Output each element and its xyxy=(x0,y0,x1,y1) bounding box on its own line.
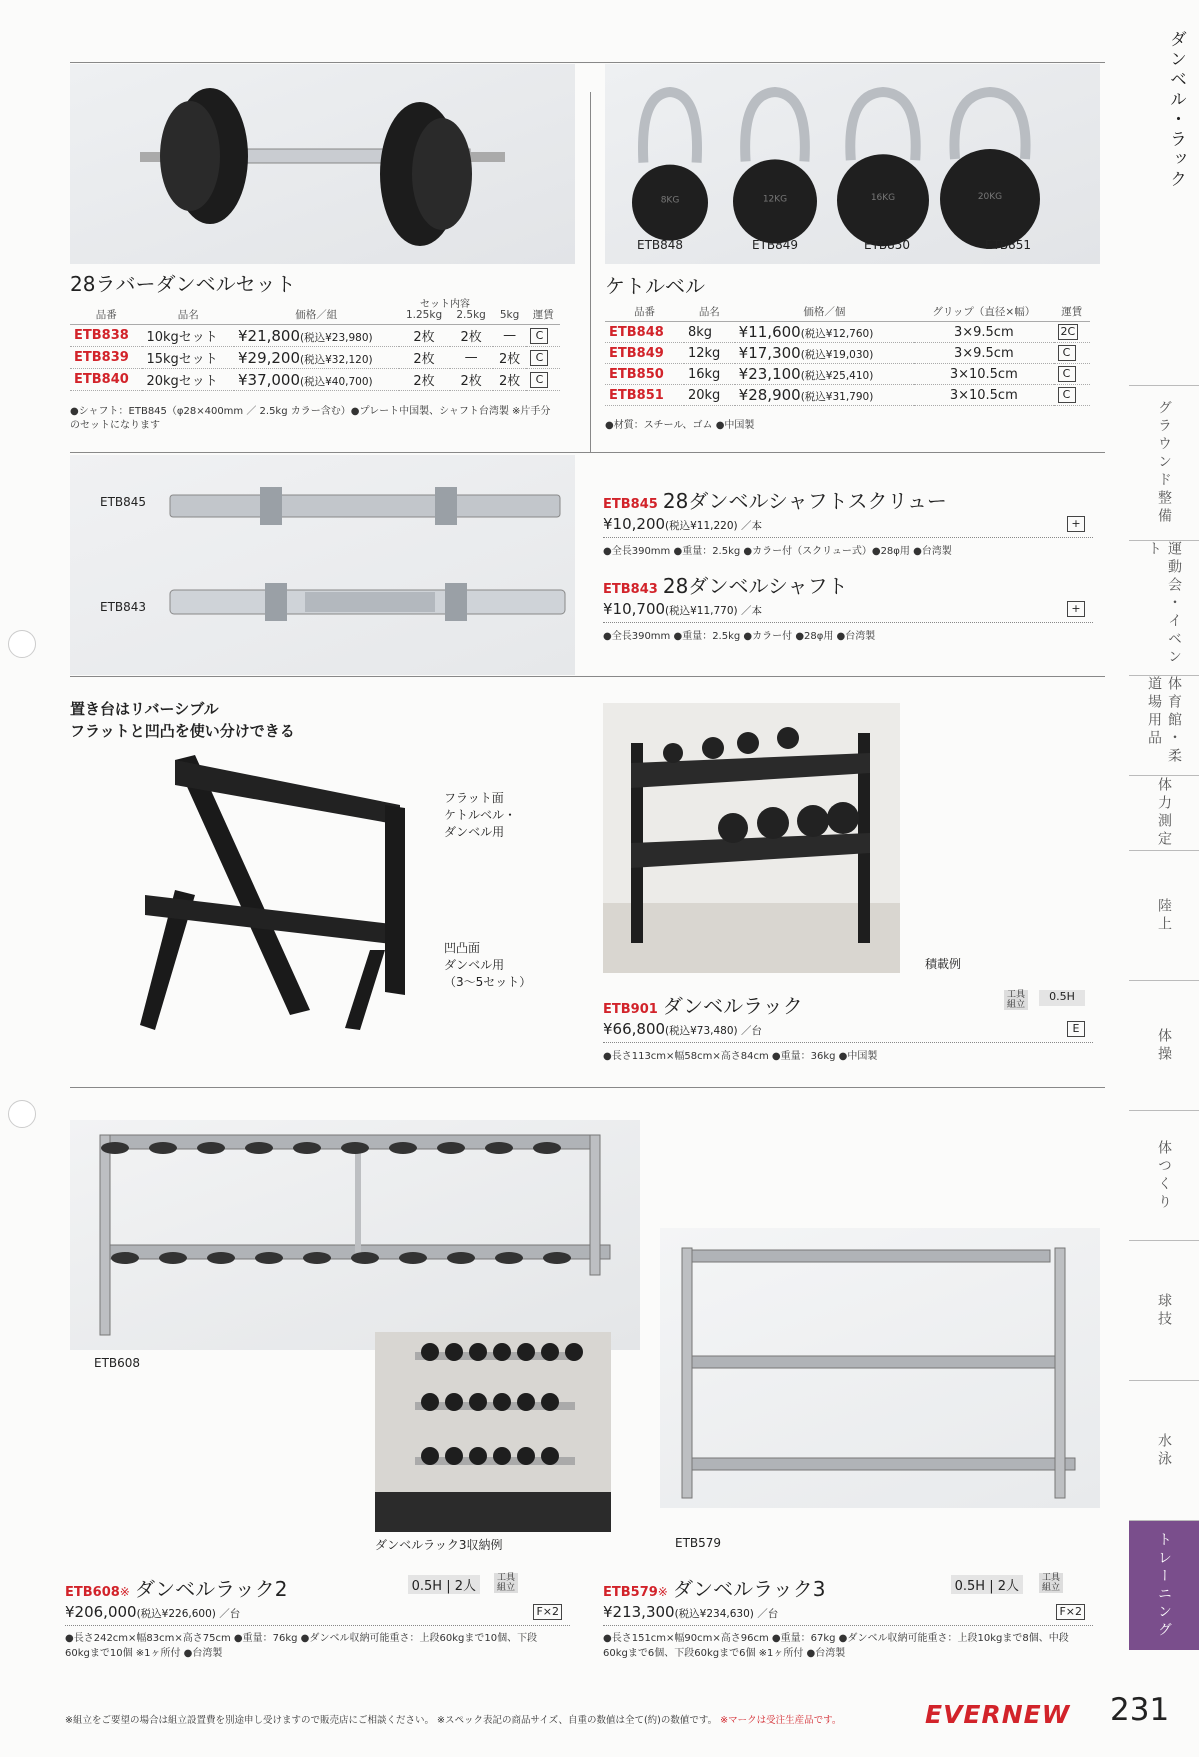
rack3-photo xyxy=(660,1228,1100,1508)
shaft-photo xyxy=(70,455,575,675)
shipping-badge: F×2 xyxy=(533,1604,562,1620)
price-cell xyxy=(234,369,399,391)
sidebar-item[interactable] xyxy=(1129,1380,1199,1520)
grip-size: 3×9.5cm xyxy=(914,322,1053,343)
sidebar-item-label: 陸上 xyxy=(1156,897,1172,934)
made-to-order-mark: ※ xyxy=(119,1585,130,1599)
price-cell xyxy=(735,343,914,364)
product-code: ETB840 xyxy=(70,369,142,391)
shipping-badge: + xyxy=(1067,516,1085,532)
shaft-label: ETB845 xyxy=(100,495,147,509)
sidebar-item[interactable] xyxy=(1129,1110,1199,1240)
spec-note: ●長さ242cm×幅83cm×高さ75cm ●重量：76kg ●ダンベル収納可能重さ：上段60kgまで10個、下段 xyxy=(65,1625,570,1644)
sidebar-item[interactable] xyxy=(1129,1240,1199,1380)
spec-note: ●全長390mm ●重量：2.5kg ●カラー付（スクリュー式）●28φ用 ●台湾製 xyxy=(603,537,1093,557)
dumbbell-set-note: のセットになります xyxy=(70,420,160,431)
product-etb843 xyxy=(603,570,1093,642)
dumbbell-set-spec-table xyxy=(70,295,560,391)
rack2-photo xyxy=(70,1120,640,1350)
storage-caption: ダンベルラック3収納例 xyxy=(375,1538,503,1552)
callout-line: ケトルベル・ xyxy=(444,808,517,822)
set-count: — xyxy=(493,325,527,347)
price-tax: (税込¥25,410) xyxy=(800,370,874,382)
headline-line: フラットと凹凸を使い分けできる xyxy=(70,722,295,740)
price: ¥10,700 xyxy=(603,600,666,618)
rack2-label: ETB608 xyxy=(94,1356,141,1370)
shipping-badge: C xyxy=(530,350,548,366)
table-header: 価格／組 xyxy=(234,305,399,325)
product-title: 28ダンベルシャフトスクリュー xyxy=(662,489,947,513)
assembly-time: 0.5H xyxy=(954,1579,986,1594)
product-code: ETB845 xyxy=(603,497,658,512)
price: ¥213,300 xyxy=(603,1603,675,1621)
sidebar-item[interactable] xyxy=(1129,850,1199,980)
shipping-cell xyxy=(526,325,560,347)
assembly-people: 2人 xyxy=(997,1579,1019,1594)
shaft-label: ETB843 xyxy=(100,600,147,614)
brand-logo: EVERNEW xyxy=(925,1700,1071,1729)
set-count: — xyxy=(450,347,493,369)
kettlebell-title: ケトルベル xyxy=(605,274,705,298)
product-code: ETB851 xyxy=(605,385,684,406)
rack-headline xyxy=(70,698,295,742)
reversible-stand-illustration xyxy=(120,750,440,1040)
grip-size: 3×10.5cm xyxy=(914,364,1053,385)
kettlebell-label: ETB851 xyxy=(985,238,1032,252)
product-name: 12kg xyxy=(684,343,735,364)
shipping-cell xyxy=(1054,364,1091,385)
table-header: 運賃 xyxy=(1054,302,1091,322)
table-row xyxy=(605,322,1090,343)
sidebar-item-label: 体育館・柔道場用品 xyxy=(1146,676,1182,766)
kettlebell-label: ETB849 xyxy=(752,238,799,252)
sidebar-item[interactable] xyxy=(1129,385,1199,540)
section-divider xyxy=(70,1087,1105,1088)
column-divider xyxy=(590,92,591,452)
set-count: 2枚 xyxy=(399,369,450,391)
kettlebell-weight-mark: 8KG xyxy=(660,195,680,206)
example-caption: 積載例 xyxy=(925,957,962,971)
dumbbell-set-note: ●シャフト：ETB845（φ28×400mm ／ 2.5kg カラー含む）●プレート中国製、シャフト台湾製 ※片手分 xyxy=(70,406,551,417)
spec-note: 60kgまで6個、下段60kgまで6個 ※1ヶ所付 ●台湾製 xyxy=(603,1648,846,1659)
price-tax: (税込¥40,700) xyxy=(300,375,373,388)
sidebar-item[interactable] xyxy=(1129,980,1199,1110)
sidebar-item-label: 水泳 xyxy=(1156,1432,1172,1469)
shipping-cell xyxy=(1054,385,1091,406)
set-contents-header: セット内容 xyxy=(420,299,470,310)
price: ¥66,800 xyxy=(603,1020,666,1038)
set-count: 2枚 xyxy=(399,347,450,369)
sidebar-item-label: 体つくり xyxy=(1156,1139,1172,1212)
footer-note xyxy=(65,1712,841,1726)
sidebar-item-label: 体操 xyxy=(1156,1027,1172,1064)
table-header: 品番 xyxy=(605,302,684,322)
product-title: 28ダンベルシャフト xyxy=(662,574,848,598)
product-code: ETB843 xyxy=(603,582,658,597)
product-etb579: ETB579※ ダンベルラック3 0.5H | 2人 工具組立 ¥213,300(税込¥234,630) ／台 F×2 ●長さ151cm×幅90cm×高さ96cm ●重量：67kg ●ダンベル収納可能重さ：上段10kgまで8個、中段 60kgまで6個、下段60kgまで6個 ※1ヶ所付 ●台湾製 xyxy=(603,1573,1093,1659)
dumbbell-set-title: 28ラバーダンベルセット xyxy=(70,272,296,296)
price: ¥206,000 xyxy=(65,1603,137,1621)
callout-line: フラット面 xyxy=(444,791,504,805)
footer-note-red: ※マークは受注生産品です。 xyxy=(720,1715,842,1726)
price: ¥29,200 xyxy=(237,348,301,367)
made-to-order-mark: ※ xyxy=(657,1585,668,1599)
set-count: 2枚 xyxy=(450,369,493,391)
sidebar-item-label: 運動会・イベント xyxy=(1146,541,1182,667)
product-title: ダンベルラック3 xyxy=(672,1577,826,1601)
kettlebell-spec-table xyxy=(605,302,1090,406)
callout-line: ダンベル用 xyxy=(444,958,505,972)
price-tax: (税込¥226,600) ／台 xyxy=(136,1608,241,1620)
price-cell xyxy=(234,325,399,347)
sidebar-item-label: 体力測定 xyxy=(1156,777,1172,849)
spec-note: ●長さ113cm×幅58cm×高さ84cm ●重量：36kg ●中国製 xyxy=(603,1042,1093,1062)
set-count: 2枚 xyxy=(493,369,527,391)
product-name: 20kgセット xyxy=(142,369,234,391)
grip-size: 3×10.5cm xyxy=(914,385,1053,406)
product-code: ETB608 xyxy=(65,1585,120,1600)
spec-note: ●長さ151cm×幅90cm×高さ96cm ●重量：67kg ●ダンベル収納可能重さ：上段10kgまで8個、中段 xyxy=(603,1625,1093,1644)
price-tax: (税込¥73,480) ／台 xyxy=(665,1025,762,1037)
binder-hole xyxy=(8,630,36,658)
page-number: 231 xyxy=(1110,1692,1170,1728)
product-title: ダンベルラック2 xyxy=(134,1577,288,1601)
price-tax: (税込¥31,790) xyxy=(800,391,874,403)
table-row xyxy=(605,343,1090,364)
footer-note-text: ※組立をご要望の場合は組立設置費を別途申し受けますので販売店にご相談ください。 ※スペック表記の商品サイズ、自重の数値は全て(約)の数値です。 xyxy=(65,1715,718,1726)
table-header: 品名 xyxy=(142,305,234,325)
table-header: 品名 xyxy=(684,302,735,322)
table-header: 品番 xyxy=(70,305,142,325)
product-name: 20kg xyxy=(684,385,735,406)
shipping-badge: 2C xyxy=(1058,324,1079,340)
price: ¥11,600 xyxy=(738,323,801,341)
sidebar-item-label: 球技 xyxy=(1156,1292,1172,1329)
assembly-badge: 工具組立 xyxy=(1039,1573,1063,1593)
table-header: グリップ（直径×幅） xyxy=(914,302,1053,322)
rack3-label: ETB579 xyxy=(675,1536,722,1550)
shipping-badge: C xyxy=(1058,345,1076,361)
sidebar-item[interactable] xyxy=(1129,540,1199,675)
price-tax: (税込¥11,770) ／本 xyxy=(665,605,762,617)
callout-line: 凹凸面 xyxy=(444,941,481,955)
kettlebell-weight-mark: 16KG xyxy=(870,193,896,204)
price-tax: (税込¥19,030) xyxy=(800,349,874,361)
storage-example-photo xyxy=(375,1332,611,1532)
sidebar-item-label: グラウンド整備 xyxy=(1156,400,1172,526)
product-etb608: ETB608※ ダンベルラック2 0.5H | 2人 工具組立 ¥206,000(税込¥226,600) ／台 F×2 ●長さ242cm×幅83cm×高さ75cm ●重量：76kg ●ダンベル収納可能重さ：上段60kgまで10個、下段 60kgまで10個 ※1ヶ所付 ●台湾製 xyxy=(65,1573,570,1659)
sidebar-item[interactable] xyxy=(1129,1520,1199,1650)
shipping-badge: C xyxy=(1058,366,1076,382)
kettlebell-handle xyxy=(643,92,697,163)
kettlebell-handle xyxy=(850,92,915,160)
kettlebell-photo xyxy=(605,64,1100,264)
price-cell xyxy=(234,347,399,369)
table-header: 2.5kg xyxy=(450,305,493,325)
sidebar-item[interactable] xyxy=(1129,775,1199,850)
assembly-time: 0.5H xyxy=(411,1579,443,1594)
product-etb901 xyxy=(603,990,1093,1062)
kettlebell-label: ETB848 xyxy=(637,238,684,252)
price-cell xyxy=(735,385,914,406)
price-tax: (税込¥234,630) ／台 xyxy=(674,1608,779,1620)
price: ¥21,800 xyxy=(237,326,301,345)
table-header: 価格／個 xyxy=(735,302,914,322)
shipping-cell xyxy=(526,369,560,391)
shipping-cell xyxy=(1054,343,1091,364)
product-name: 15kgセット xyxy=(142,347,234,369)
binder-hole xyxy=(8,1100,36,1128)
price-tax: (税込¥12,760) xyxy=(800,328,874,340)
assembly-badge: 工具組立 xyxy=(494,1573,518,1593)
product-etb845 xyxy=(603,485,1093,557)
callout-line: （3〜5セット） xyxy=(444,975,532,989)
table-header: 運賃 xyxy=(526,305,560,325)
table-row xyxy=(605,364,1090,385)
price-cell xyxy=(735,322,914,343)
price: ¥37,000 xyxy=(237,370,301,389)
kettlebell-weight-mark: 12KG xyxy=(762,194,788,205)
price: ¥28,900 xyxy=(738,386,801,404)
price-tax: (税込¥11,220) ／本 xyxy=(665,520,762,532)
spec-note: 60kgまで10個 ※1ヶ所付 ●台湾製 xyxy=(65,1648,223,1659)
shipping-badge: C xyxy=(530,372,548,388)
shipping-cell xyxy=(1054,322,1091,343)
shipping-cell xyxy=(526,347,560,369)
table-row xyxy=(70,347,560,369)
sidebar-item-label: トレーニング xyxy=(1156,1531,1172,1640)
assembly-time: 0.5H xyxy=(1039,990,1085,1006)
kettlebell-weight-mark: 20KG xyxy=(977,192,1003,202)
section-divider xyxy=(70,676,1105,677)
price-tax: (税込¥32,120) xyxy=(300,353,373,366)
shipping-badge: C xyxy=(1058,387,1076,403)
price: ¥17,300 xyxy=(738,344,801,362)
spec-note: ●全長390mm ●重量：2.5kg ●カラー付 ●28φ用 ●台湾製 xyxy=(603,622,1093,642)
callout-line: ダンベル用 xyxy=(444,825,505,839)
shipping-badge: C xyxy=(530,328,548,344)
table-row xyxy=(605,385,1090,406)
kettlebell-label: ETB850 xyxy=(864,238,911,252)
sidebar-item[interactable] xyxy=(1129,675,1199,775)
product-name: 16kg xyxy=(684,364,735,385)
assembly-people: 2人 xyxy=(454,1579,476,1594)
price: ¥10,200 xyxy=(603,515,666,533)
category-header: ダンベル・ラック xyxy=(1166,30,1186,190)
product-code: ETB849 xyxy=(605,343,684,364)
price-tax: (税込¥23,980) xyxy=(300,331,373,344)
product-code: ETB838 xyxy=(70,325,142,347)
set-count: 2枚 xyxy=(450,325,493,347)
rack-photo xyxy=(603,703,900,973)
kettlebell-note: ●材質：スチール、ゴム ●中国製 xyxy=(605,420,755,431)
price-cell xyxy=(735,364,914,385)
kettlebell-handle xyxy=(954,92,1025,159)
headline-line: 置き台はリバーシブル xyxy=(70,700,219,718)
product-code: ETB848 xyxy=(605,322,684,343)
table-row xyxy=(70,369,560,391)
set-count: 2枚 xyxy=(399,325,450,347)
table-row xyxy=(70,325,560,347)
grip-size: 3×9.5cm xyxy=(914,343,1053,364)
shipping-badge: + xyxy=(1067,601,1085,617)
callout-flat xyxy=(444,790,516,841)
product-code: ETB579 xyxy=(603,1585,658,1600)
table-header: 5kg xyxy=(493,305,527,325)
assembly-badge: 工具組立 xyxy=(1004,990,1028,1010)
set-count: 2枚 xyxy=(493,347,527,369)
price: ¥23,100 xyxy=(738,365,801,383)
product-name: 8kg xyxy=(684,322,735,343)
product-code: ETB850 xyxy=(605,364,684,385)
callout-uneven xyxy=(444,940,531,991)
section-divider xyxy=(70,452,1105,453)
top-rule xyxy=(70,62,1105,63)
product-title: ダンベルラック xyxy=(662,994,803,1018)
kettlebell-handle xyxy=(745,92,805,161)
dumbbell-set-photo xyxy=(70,64,575,264)
product-name: 10kgセット xyxy=(142,325,234,347)
table-header: 1.25kg xyxy=(399,305,450,325)
shipping-badge: F×2 xyxy=(1056,1604,1085,1620)
product-code: ETB901 xyxy=(603,1002,658,1017)
product-code: ETB839 xyxy=(70,347,142,369)
shipping-badge: E xyxy=(1067,1021,1085,1037)
